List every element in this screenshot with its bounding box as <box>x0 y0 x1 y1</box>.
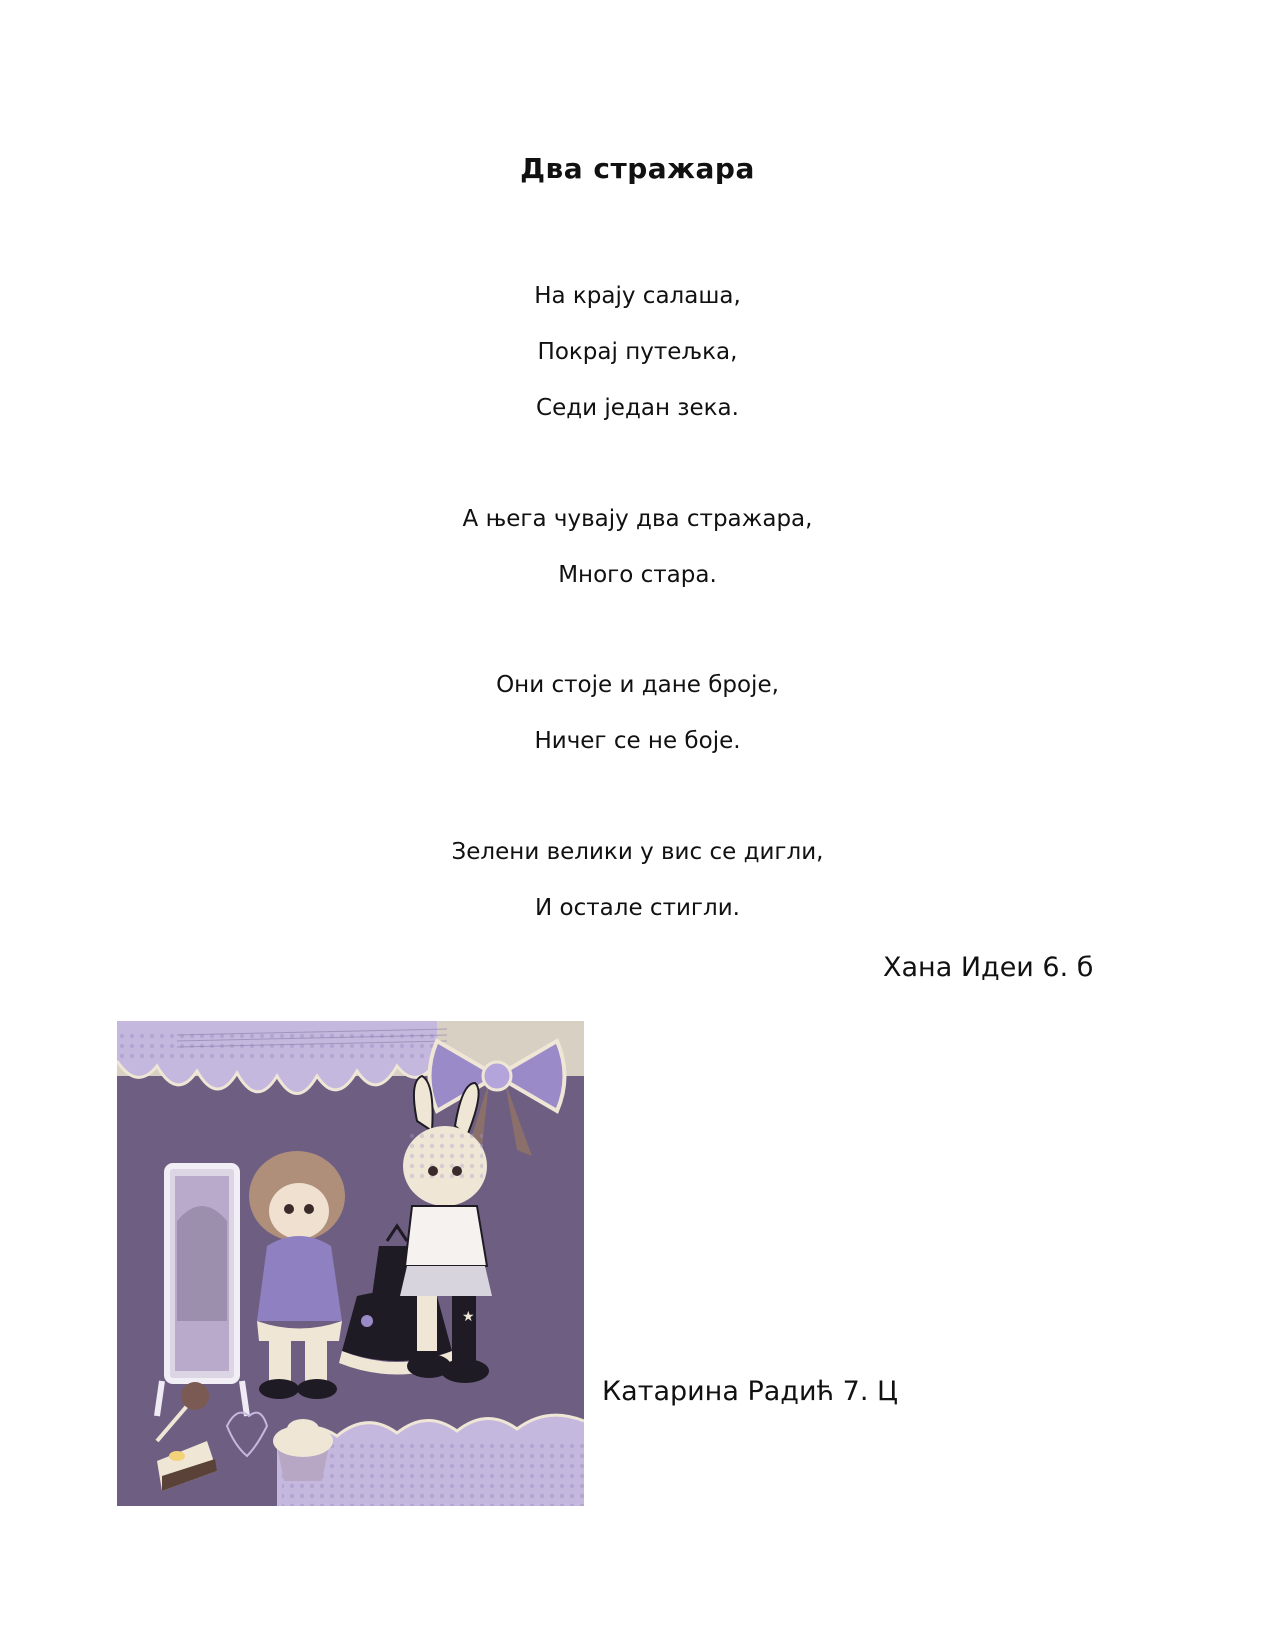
artwork-illustration <box>117 1021 584 1506</box>
artwork-caption: Катарина Радић 7. Ц <box>602 1376 898 1407</box>
stanza-1 <box>0 268 1275 436</box>
poem-line: Покрај путељка, <box>537 339 738 365</box>
poem-line: На крају салаша, <box>534 283 741 309</box>
poem-line: Ничег се не боје. <box>534 728 741 754</box>
svg-text:★: ★ <box>462 1309 475 1325</box>
poem-author: Хана Идеи 6. б <box>883 952 1094 983</box>
poem-title: Два стражара <box>520 152 755 185</box>
poem-line: Седи један зека. <box>536 395 739 421</box>
stanza-3 <box>0 657 1275 769</box>
poem-line: А њега чувају два стражара, <box>462 506 813 532</box>
stanza-2 <box>0 491 1275 603</box>
poem-line: И остале стигли. <box>535 895 740 921</box>
stanza-4 <box>0 824 1275 936</box>
poem-line: Много стара. <box>558 562 717 588</box>
poem-line: Они стоје и дане броје, <box>496 672 779 698</box>
poem-line: Зелени велики у вис се дигли, <box>451 839 824 865</box>
